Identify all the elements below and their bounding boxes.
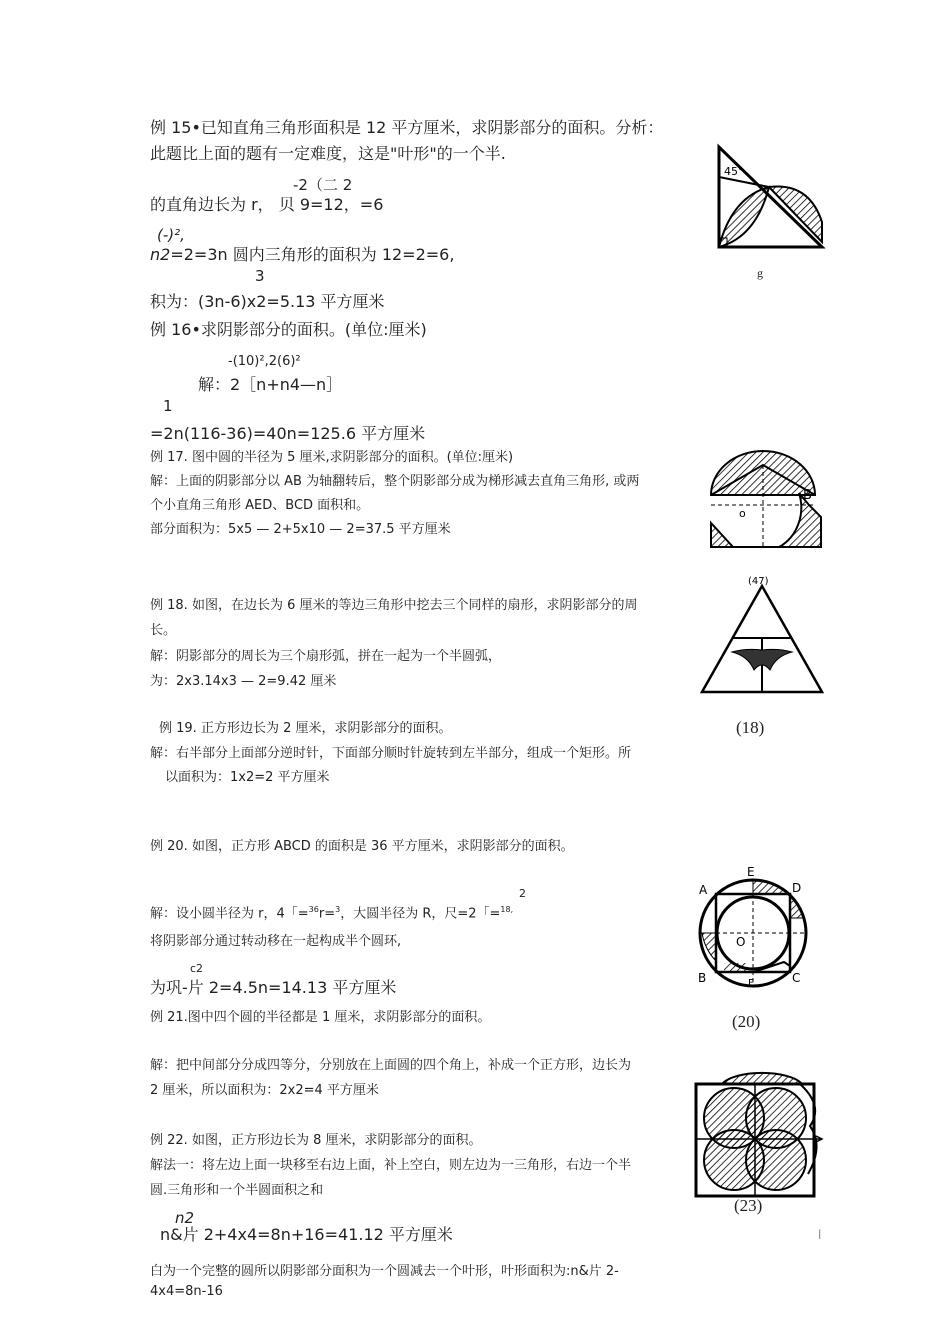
ex20-solution-part1: 解：设小圆半径为 r，4「=	[150, 906, 309, 922]
ex22-method2-cont: 4x4=8n-16	[150, 1284, 223, 1299]
ex20-solution-part2: r=	[318, 906, 336, 922]
ex20-solution-part3: ，大圆半径为 R，尺=2「=	[340, 906, 501, 922]
fig20-label-c: C	[792, 971, 801, 985]
figure-ex18	[698, 574, 826, 696]
fig17-label-center: o	[739, 507, 746, 520]
ex15-formula-top: -2（二 2	[293, 176, 353, 194]
fig18-caption: (18)	[736, 718, 765, 737]
ex15-n2: n2	[150, 245, 171, 264]
ex18-title-cont: 长。	[150, 623, 177, 638]
fig20-label-a: A	[699, 883, 708, 897]
ex15-title: 例 15•已知直角三角形面积是 12 平方厘米，求阴影部分的面积。分析：	[150, 118, 664, 137]
ex22-method2: 白为一个完整的圆所以阴影部分面积为一个圆减去一个叶形，叶形面积为:n&片 2-	[150, 1264, 619, 1279]
ex22-method1-cont: 圆.三角形和一个半圆面积之和	[150, 1183, 324, 1198]
ex15-circle-triangle	[150, 245, 454, 264]
page-edge-marker: l	[818, 1228, 822, 1242]
ex20-rotation: 将阴影部分通过转动移在一起构成半个圆环,	[150, 934, 402, 949]
figure-ex23	[692, 1066, 824, 1206]
ex21-title: 例 21.图中四个圆的半径都是 1 厘米，求阴影部分的面积。	[150, 1010, 491, 1025]
ex20-sup-36: 36	[308, 905, 319, 914]
ex15-denominator: 3	[255, 267, 265, 285]
ex20-c2: c2	[190, 962, 204, 975]
ex16-formula-top: -(10)²,2(6)²	[228, 354, 301, 369]
fig17-label-b: B	[803, 488, 812, 503]
fig20-label-o: O	[736, 935, 746, 949]
ex22-n2: n2	[175, 1209, 195, 1227]
ex22-answer: n&片 2+4x4=8n+16=41.12 平方厘米	[160, 1225, 453, 1244]
fig15-angle-label: 45°	[724, 165, 744, 178]
ex21-solution: 解：把中间部分分成四等分，分别放在上面圆的四个角上，补成一个正方形，边长为	[150, 1058, 632, 1073]
figure-ex17	[703, 455, 825, 553]
ex18-solution: 解：阴影部分的周长为三个扇形弧，拼在一起为一个半圆弧，	[150, 649, 502, 664]
ex15-answer: 积为：(3n-6)x2=5.13 平方厘米	[150, 292, 385, 311]
ex20-solution	[150, 905, 513, 922]
ex22-title: 例 22. 如图，正方形边长为 8 厘米，求阴影部分的面积。	[150, 1133, 482, 1148]
figure-ex15	[714, 142, 826, 272]
ex20-answer: 为巩-片 2=4.5n=14.13 平方厘米	[150, 978, 397, 997]
ex15-leg-length: 的直角边长为 r， 贝 9=12，=6	[150, 195, 384, 214]
fig20-caption: (20)	[732, 1012, 761, 1031]
ex19-answer: 以面积为：1x2=2 平方厘米	[165, 770, 330, 785]
ex20-sup-18: 18,	[500, 905, 514, 914]
ex17-title: 例 17. 图中圆的半径为 5 厘米,求阴影部分的面积。(单位:厘米)	[150, 450, 514, 465]
ex19-title: 例 19. 正方形边长为 2 厘米，求阴影部分的面积。	[159, 721, 452, 736]
fig23-caption: (23)	[734, 1196, 763, 1215]
ex17-solution-2: 个小直角三角形 AED、BCD 面积和。	[150, 498, 370, 513]
fig18-top-label: (47)	[748, 576, 769, 587]
fig20-label-e: E	[747, 865, 755, 879]
ex19-solution: 解：右半部分上面部分逆时针，下面部分顺时针旋转到左半部分，组成一个矩形。所	[150, 746, 632, 761]
ex16-title: 例 16•求阴影部分的面积。(单位:厘米)	[150, 320, 427, 339]
ex17-answer: 部分面积为：5x5 — 2+5x10 — 2=37.5 平方厘米	[150, 522, 451, 537]
ex17-solution-1: 解：上面的阴影部分以 AB 为轴翻转后，整个阴影部分成为梯形减去直角三角形, 或两	[150, 474, 640, 489]
ex16-denominator: 1	[163, 397, 173, 415]
ex18-title: 例 18. 如图，在边长为 6 厘米的等边三角形中挖去三个同样的扇形，求阴影部分的周	[150, 598, 638, 613]
figure-ex20	[694, 858, 812, 989]
ex16-answer: =2n(116-36)=40n=125.6 平方厘米	[150, 424, 426, 443]
fig20-label-f: F	[748, 978, 754, 989]
fig20-label-b: B	[698, 971, 707, 985]
ex22-method1: 解法一：将左边上面一块移至右边上面，补上空白，则左边为一三角形，右边一个半	[150, 1158, 632, 1173]
ex15-analysis: 此题比上面的题有一定难度，这是"叶形"的一个半.	[150, 144, 506, 163]
fig15-caption: g	[757, 266, 763, 280]
ex20-superscript: 2	[519, 887, 526, 900]
ex20-sup-3: 3	[335, 905, 341, 914]
ex21-answer: 2 厘米，所以面积为：2x2=4 平方厘米	[150, 1083, 379, 1098]
ex15-fraction: (-)²,	[157, 226, 185, 244]
ex18-answer: 为：2x3.14x3 — 2=9.42 厘米	[150, 674, 337, 689]
ex20-title: 例 20. 如图，正方形 ABCD 的面积是 36 平方厘米，求阴影部分的面积。	[150, 839, 574, 854]
ex15-circle-triangle-text: =2=3n 圆内三角形的面积为 12=2=6,	[170, 245, 455, 264]
ex16-solution: 解：2［n+n4—n］	[198, 375, 343, 394]
fig20-label-d: D	[792, 881, 802, 895]
